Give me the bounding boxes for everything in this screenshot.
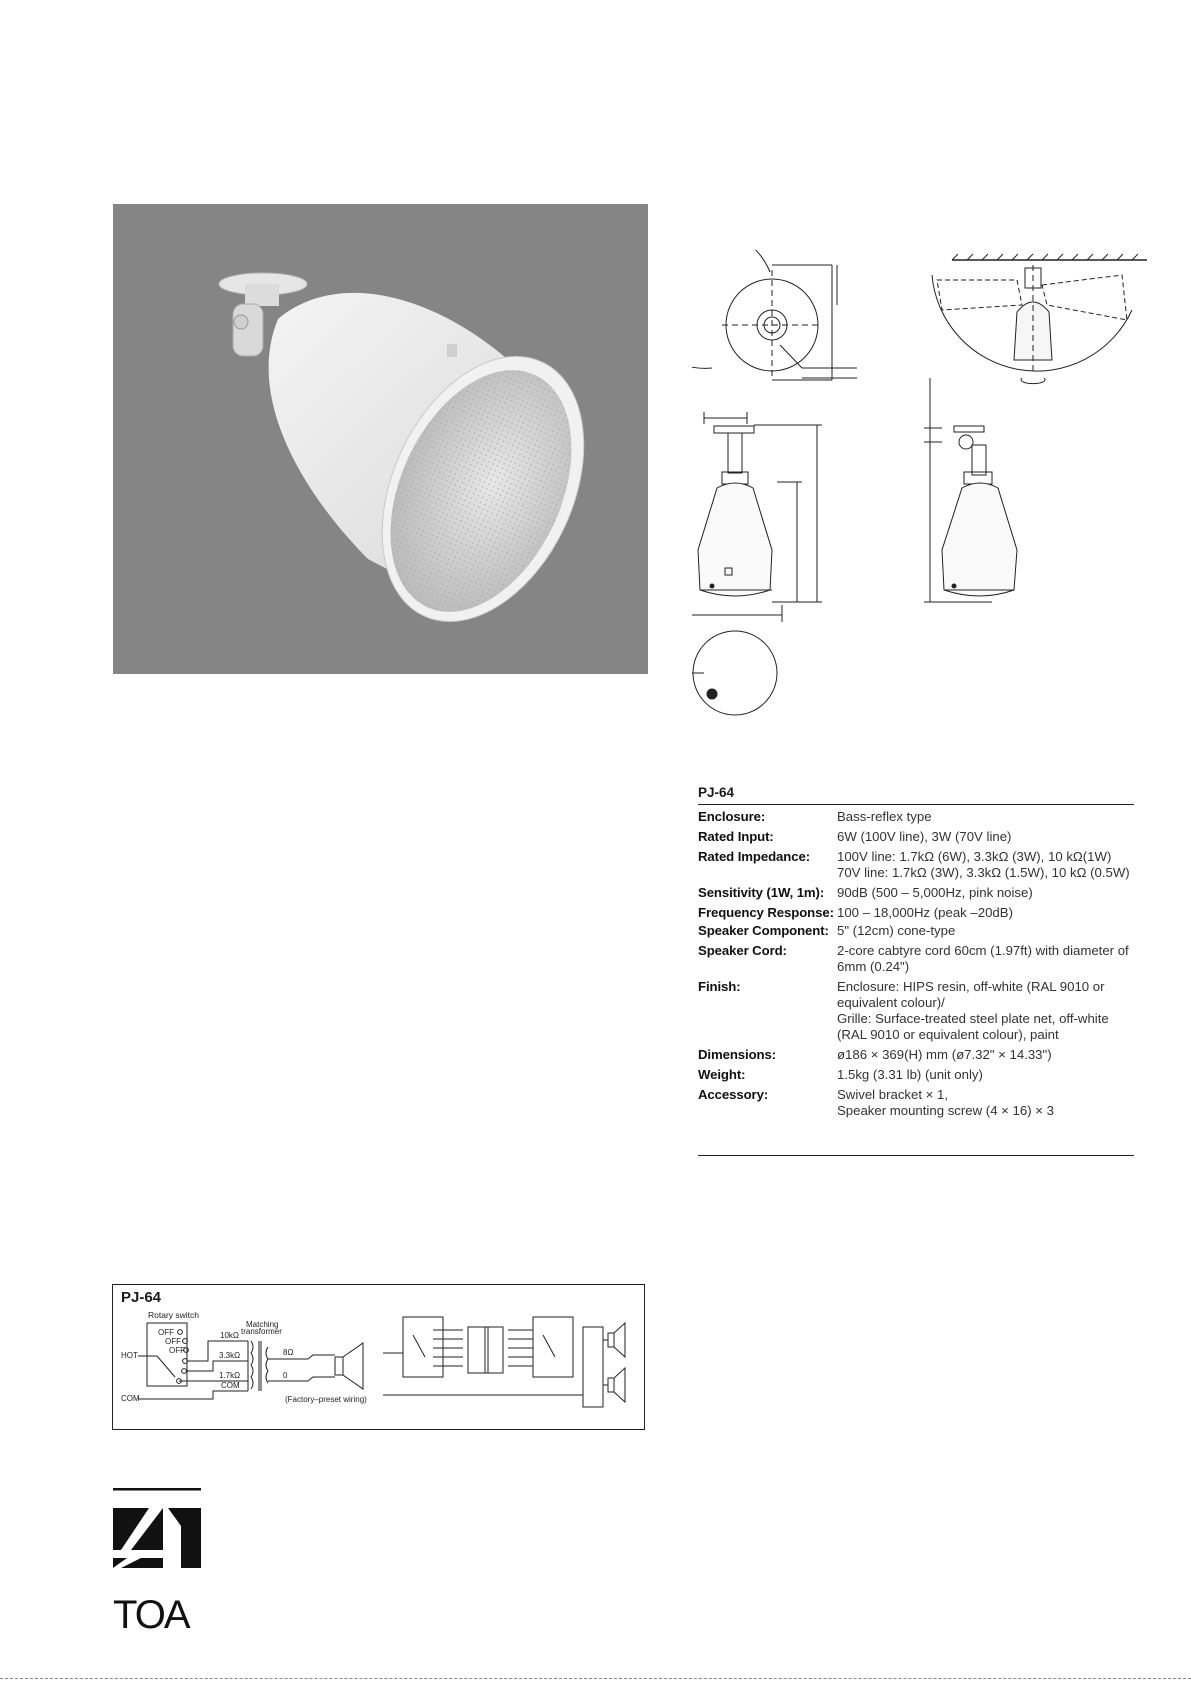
spec-label: Sensitivity (1W, 1m): [698,885,825,900]
spec-value: 5" (12cm) cone-type [837,923,956,938]
wiring-diagram [112,1284,645,1430]
spec-label: Speaker Component: [698,923,829,938]
spec-label: Enclosure: [698,809,766,824]
factory-preset-label: (Factory–preset wiring) [285,1395,367,1404]
off-label: OFF [158,1328,174,1337]
spec-row [698,905,1134,921]
spec-row [698,1087,1134,1119]
out-8-label: 8Ω [283,1348,294,1357]
hot-label: HOT [121,1351,138,1360]
spec-value: Swivel bracket × 1, [837,1087,949,1102]
off-label: OFF [169,1346,185,1355]
spec-row [698,809,1134,825]
spec-row [698,979,1134,1043]
product-photo [113,204,648,674]
front-view-drawing [692,412,822,622]
spec-value: ø186 × 369(H) mm (ø7.32" × 14.33") [837,1047,1052,1062]
speaker-icon [335,1357,343,1375]
com-label: COM [121,1394,140,1403]
tap-10k-label: 10kΩ [220,1331,239,1340]
speaker-cone-icon [614,1368,625,1402]
tap-3k-label: 3.3kΩ [219,1351,241,1360]
speaker-icon [608,1378,614,1392]
spec-row [698,849,1134,881]
swivel-range-drawing [932,254,1147,384]
speaker-icon [608,1333,614,1347]
side-view-drawing [924,378,1017,602]
spec-label: Rated Impedance: [698,849,810,864]
spec-value: 100V line: 1.7kΩ (6W), 3.3kΩ (3W), 10 kΩ(1W) [837,849,1112,864]
spec-value: 1.5kg (3.31 lb) (unit only) [837,1067,983,1082]
spec-model-title: PJ-64 [698,785,1134,805]
off-label: OFF [165,1337,181,1346]
toa-logo [113,1488,201,1636]
rotary-switch-label: Rotary switch [148,1310,200,1320]
spec-label: Weight: [698,1067,746,1082]
spec-label: Speaker Cord: [698,943,787,958]
transformer-label: transformer [241,1327,282,1336]
spec-row [698,885,1134,901]
spec-label: Finish: [698,979,741,994]
com-tap-label: COM [221,1381,240,1390]
spec-value: 100 – 18,000Hz (peak –20dB) [837,905,1013,920]
out-0-label: 0 [283,1371,288,1380]
spec-row [698,1047,1134,1063]
matching-label: Matching [246,1320,279,1329]
tap-1k-label: 1.7kΩ [219,1371,241,1380]
specifications-table [698,785,1134,1156]
spec-value: (RAL 9010 or equivalent colour), paint [837,1027,1059,1042]
spec-label: Accessory: [698,1087,769,1102]
spec-value: Speaker mounting screw (4 × 16) × 3 [837,1103,1054,1118]
page-bottom-rule [0,1678,1191,1679]
spec-value: 90dB (500 – 5,000Hz, pink noise) [837,885,1033,900]
logo-text: TOA [113,1593,189,1637]
spec-row [698,1067,1134,1083]
spec-value: Enclosure: HIPS resin, off-white (RAL 9010 or [837,979,1105,994]
spec-value: 2-core cabtyre cord 60cm (1.97ft) with diameter of [837,943,1129,958]
spec-value: 6W (100V line), 3W (70V line) [837,829,1012,844]
dimension-drawings [692,250,1147,728]
spec-value: 70V line: 1.7kΩ (3W), 3.3kΩ (1.5W), 10 kΩ (0.5W) [837,865,1130,880]
spec-label: Dimensions: [698,1047,777,1062]
spec-row [698,943,1134,975]
speaker-cone-icon [343,1343,363,1389]
spec-value: equivalent colour)/ [837,995,945,1010]
spec-label: Frequency Response: [698,905,834,920]
speaker-cone-icon [614,1323,625,1357]
spec-row [698,923,1134,939]
spec-label: Rated Input: [698,829,774,844]
top-view-drawing [692,250,857,380]
spec-row [698,829,1134,845]
spec-value: Grille: Surface-treated steel plate net, off-white [837,1011,1109,1026]
spec-value: 6mm (0.24") [837,959,910,974]
wiring-title: PJ-64 [121,1289,162,1306]
spec-bottom-rule [698,1155,1134,1156]
spec-value: Bass-reflex type [837,809,932,824]
bottom-view-drawing [692,631,777,715]
